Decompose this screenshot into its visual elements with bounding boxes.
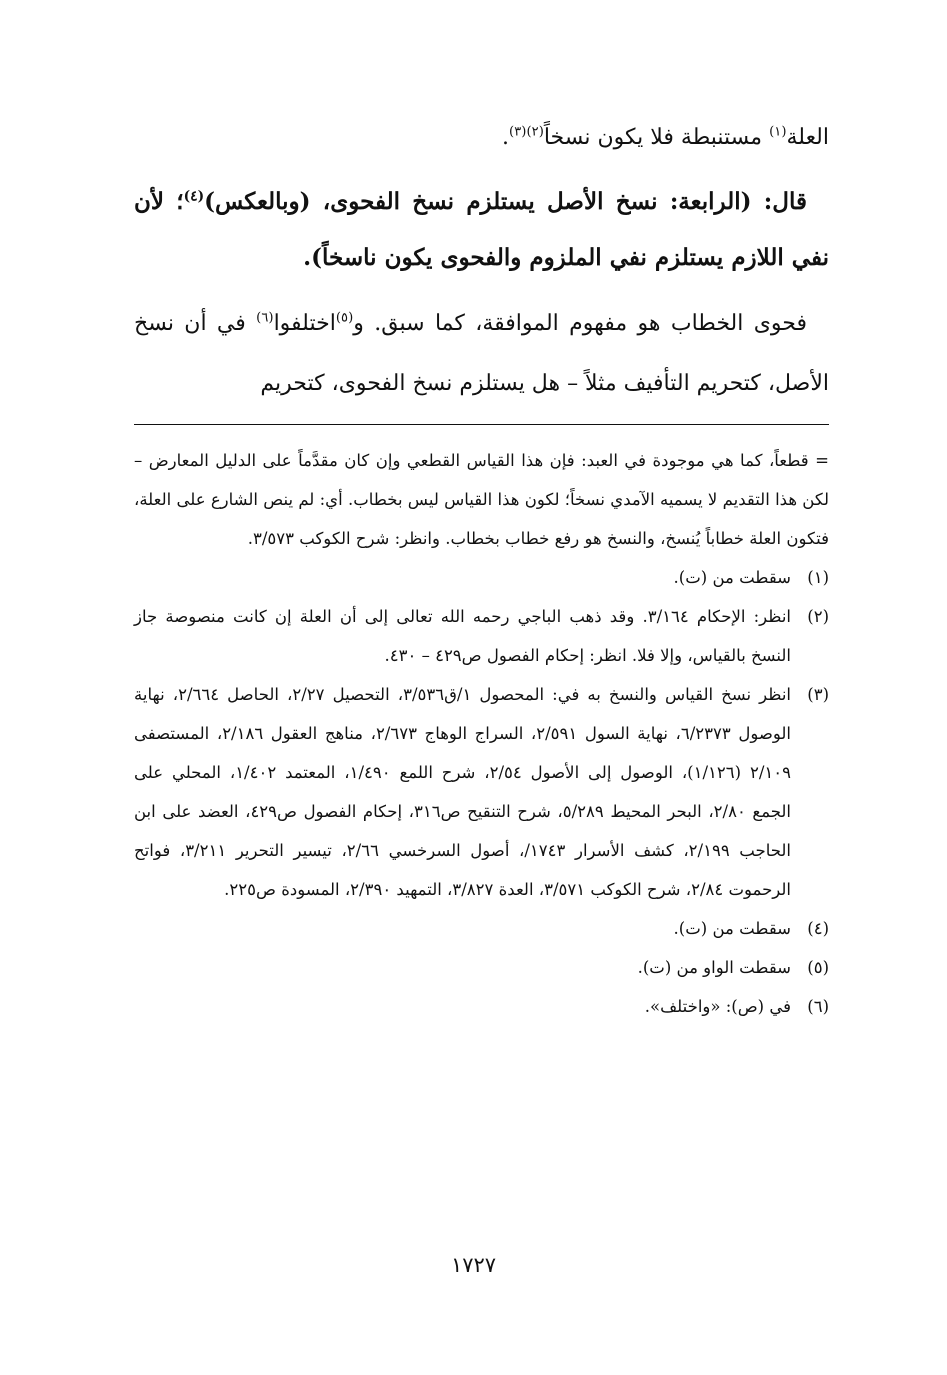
footnote-number: (٣) <box>807 685 829 704</box>
footnote-number: (٤) <box>807 919 829 938</box>
footnotes <box>134 441 829 1026</box>
footnote-ref-4: (٤) <box>183 188 205 205</box>
intro-text-1: العلة <box>786 125 829 150</box>
footnote-text: سقطت الواو من (ت). <box>637 958 791 977</box>
footnote-number: (١) <box>807 568 829 587</box>
footnote-separator <box>134 424 829 425</box>
footnote-item <box>134 987 829 1026</box>
page-number: ١٧٢٧ <box>450 1253 497 1277</box>
footnote-item <box>134 558 829 597</box>
intro-text-2: مستنبطة فلا يكون نسخاً <box>543 125 770 150</box>
footnote-text: سقطت من (ت). <box>673 568 791 587</box>
footnote-number: (٢) <box>807 607 829 626</box>
footnote-continuation: = قطعاً، كما هي موجودة في العبد: فإن هذا القياس القطعي وإن كان مقدَّماً على الدليل المعارض – لكن هذا التقديم لا يسميه الآمدي نسخاً؛ لكون هذا القياس ليس بخطاب. أي: لم ينص الشارع على العلة، فتكون العلة خطاباً يُنسخ، والنسخ هو رفع خطاب بخطاب. وانظر: شرح الكوكب ٣/٥٧٣. <box>134 451 829 548</box>
qal-paragraph <box>134 174 829 286</box>
intro-line <box>134 108 829 168</box>
qal-text-1: قال: (الرابعة: نسخ الأصل يستلزم نسخ الفحوى، (وبالعكس) <box>204 188 807 215</box>
footnote-text: انظر نسخ القياس والنسخ به في: المحصول ١/ق٣/٥٣٦، التحصيل ٢/٢٧، الحاصل ٢/٦٦٤، نهاية الوصول ٦/٢٣٧٣، نهاية السول ٢/٥٩١، السراج الوهاج ٢/٦٧٣، مناهج العقول ٢/١٨٦، المستصفى ٢/١٠٩ (١/١٢٦)، الوصول إلى الأصول ٢/٥٤، شرح اللمع ١/٤٩٠، المعتمد ١/٤٠٢، المحلي على الجمع ٢/٨٠، البحر المحيط ٥/٢٨٩، شرح التنقيح ص٣١٦، إحكام الفصول ص٤٢٩، العضد على ابن الحاجب ٢/١٩٩، كشف الأسرار ١٧٤٣/، أصول السرخسي ٢/٦٦، تيسير التحرير ٣/٢١١، فواتح الرحموت ٢/٨٤، شرح الكوكب ٣/٥٧١، العدة ٣/٨٢٧، التمهيد ٢/٣٩٠، المسودة ص٢٢٥. <box>134 685 792 899</box>
footnote-text: في (ص): «واختلف». <box>644 997 791 1016</box>
main-text <box>134 108 829 414</box>
footnote-number: (٥) <box>807 958 829 977</box>
footnote-number: (٦) <box>807 997 829 1016</box>
sharh-text-2: اختلفوا <box>273 311 336 336</box>
sharh-text-3: في أن نسخ الأصل، كتحريم التأفيف مثلاً – هل يستلزم نسخ الفحوى، كتحريم <box>134 311 829 396</box>
footnote-text: سقطت من (ت). <box>673 919 791 938</box>
footnote-item <box>134 909 829 948</box>
footnote-item <box>134 675 829 909</box>
footnote-ref-5: (٥) <box>335 310 354 326</box>
footnote-text: انظر: الإحكام ٣/١٦٤. وقد ذهب الباجي رحمه الله تعالى إلى أن العلة إن كانت منصوصة جاز النسخ بالقياس، وإلا فلا. انظر: إحكام الفصول ص٤٢٩ – ٤٣٠. <box>134 607 791 665</box>
footnote-ref-1: (١) <box>769 124 787 140</box>
sharh-paragraph <box>134 294 829 414</box>
qal-text-2: ؛ لأن نفي اللازم يستلزم نفي الملزوم والفحوى يكون ناسخاً). <box>134 188 829 271</box>
footnote-ref-2-3: (٢)(٣) <box>509 124 544 140</box>
footnote-ref-6: (٦) <box>256 310 274 326</box>
sharh-text-1: فحوى الخطاب هو مفهوم الموافقة، كما سبق. و <box>353 311 807 336</box>
footnote-item <box>134 597 829 675</box>
intro-text-3: . <box>502 125 510 150</box>
footnote-item <box>134 948 829 987</box>
